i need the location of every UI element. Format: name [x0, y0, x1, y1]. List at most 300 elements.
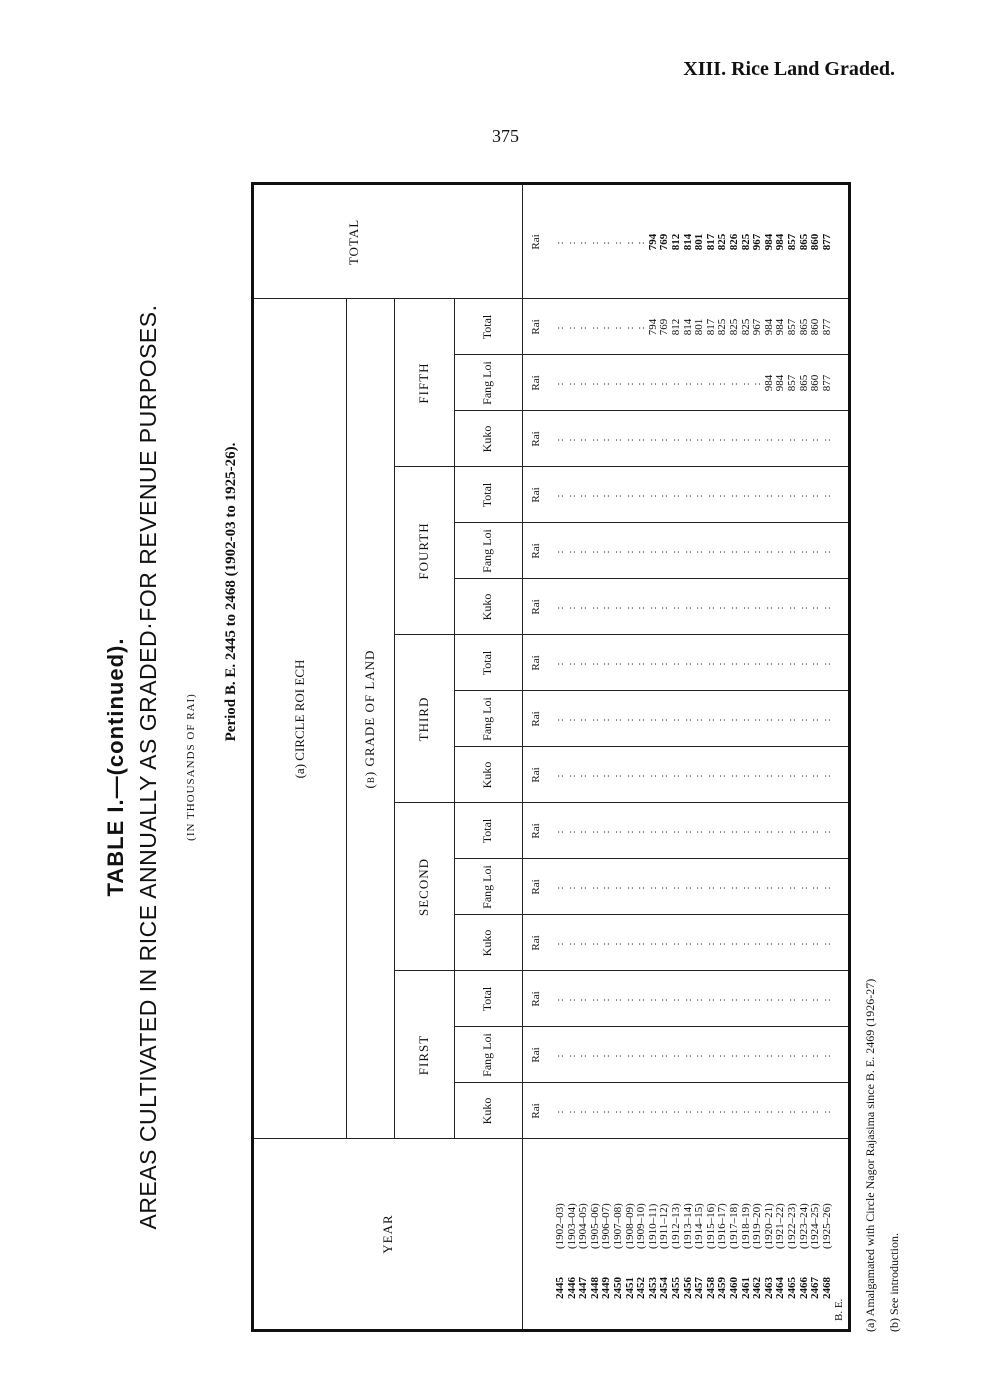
empty-cell-dots: : — [577, 772, 590, 778]
year-be: 2467 — [809, 1277, 822, 1299]
empty-cell-dots: : — [762, 996, 775, 1002]
empty-cell-dots: : — [693, 604, 706, 610]
unit-label: Rai — [530, 319, 542, 335]
empty-cell-dots: : — [820, 996, 833, 1002]
grand-total-value: 984 — [774, 233, 787, 251]
empty-cell-dots: : — [565, 716, 578, 722]
year-ad: (1903–04) — [565, 1203, 578, 1249]
empty-cell-dots: : — [670, 660, 682, 666]
empty-cell-dots: : — [635, 324, 648, 330]
empty-cell-dots: : — [809, 436, 822, 442]
empty-cell-dots: : — [588, 828, 601, 834]
empty-cell-dots: : — [751, 436, 764, 442]
grand-total-value: 825 — [739, 233, 752, 251]
empty-cell-dots: : — [623, 996, 636, 1002]
year-be: 2455 — [670, 1277, 682, 1299]
empty-cell-dots: : — [797, 604, 810, 610]
empty-cell-dots: : — [751, 604, 764, 610]
empty-cell-dots: : — [577, 996, 590, 1002]
empty-cell-dots: : — [820, 940, 833, 946]
empty-cell-dots: : — [681, 436, 694, 442]
unit-label: Rai — [530, 991, 542, 1007]
empty-cell-dots: : — [739, 548, 752, 554]
fifth-fang-loi-value: 877 — [820, 374, 833, 392]
year-ad: (1920–21) — [762, 1203, 775, 1249]
fifth-total-value: 877 — [820, 318, 833, 336]
empty-cell-dots: : — [646, 492, 659, 498]
empty-cell-dots: : — [577, 716, 590, 722]
total-header: TOTAL — [345, 218, 361, 266]
unit-label: Rai — [530, 1103, 542, 1119]
empty-cell-dots: : — [554, 1052, 566, 1058]
fifth-total-value: 801 — [693, 318, 706, 336]
empty-cell-dots: : — [809, 884, 822, 890]
subcol-header: Kuko — [480, 593, 495, 621]
subcol-header: Fang Loi — [480, 361, 495, 405]
empty-cell-dots: : — [774, 604, 787, 610]
subcol-header: Kuko — [480, 1097, 495, 1125]
empty-cell-dots: : — [728, 660, 740, 666]
empty-cell-dots: : — [704, 660, 717, 666]
empty-cell-dots: : — [739, 940, 752, 946]
empty-cell-dots: : — [635, 940, 648, 946]
empty-cell-dots: : — [739, 1108, 752, 1114]
empty-cell-dots: : — [670, 1052, 682, 1058]
empty-cell-dots: : — [588, 492, 601, 498]
empty-cell-dots: : — [623, 828, 636, 834]
year-be: 2460 — [728, 1277, 740, 1299]
empty-cell-dots: : — [588, 436, 601, 442]
empty-cell-dots: : — [670, 716, 682, 722]
empty-cell-dots: : — [635, 604, 648, 610]
fifth-total-value: 865 — [797, 318, 810, 336]
empty-cell-dots: : — [739, 492, 752, 498]
empty-cell-dots: : — [646, 380, 659, 386]
fifth-fang-loi-value: 984 — [774, 374, 787, 392]
empty-cell-dots: : — [612, 1052, 624, 1058]
unit-label: Rai — [530, 375, 542, 391]
empty-cell-dots: : — [600, 716, 613, 722]
empty-cell-dots: : — [762, 828, 775, 834]
year-ad: (1916–17) — [716, 1203, 729, 1249]
subcol-header: Total — [480, 314, 495, 340]
year-ad: (1904–05) — [577, 1203, 590, 1249]
empty-cell-dots: : — [728, 940, 740, 946]
empty-cell-dots: : — [658, 884, 671, 890]
year-ad: (1922–23) — [786, 1203, 798, 1249]
empty-cell-dots: : — [704, 1052, 717, 1058]
empty-cell-dots: : — [588, 1052, 601, 1058]
page-number: 375 — [492, 126, 519, 146]
rotated-table-page — [85, 172, 935, 1362]
empty-cell-dots: : — [635, 660, 648, 666]
empty-cell-dots: : — [635, 884, 648, 890]
grand-total-value: 825 — [716, 233, 729, 251]
year-be: 2452 — [635, 1277, 648, 1299]
empty-cell-dots: : — [797, 1052, 810, 1058]
empty-cell-dots: : — [588, 660, 601, 666]
empty-cell-dots: : — [588, 884, 601, 890]
empty-cell-dots: : — [658, 1108, 671, 1114]
year-ad: (1911–12) — [658, 1203, 671, 1249]
unit-label: Rai — [530, 487, 542, 503]
empty-cell-dots: : — [612, 660, 624, 666]
grand-total-value: 826 — [728, 233, 740, 251]
empty-cell-dots: : — [681, 1052, 694, 1058]
empty-cell-dots: : — [612, 1108, 624, 1114]
empty-cell-dots: : — [588, 772, 601, 778]
empty-cell-dots: : — [739, 996, 752, 1002]
empty-cell-dots: : — [623, 940, 636, 946]
empty-cell-dots: : — [820, 884, 833, 890]
empty-cell-dots: : — [612, 940, 624, 946]
empty-cell-dots: : — [565, 436, 578, 442]
subcol-header: Kuko — [480, 929, 495, 957]
empty-cell-dots: : — [809, 492, 822, 498]
empty-cell-dots: : — [820, 716, 833, 722]
unit-label: Rai — [530, 1047, 542, 1063]
fifth-total-value: 967 — [751, 318, 764, 336]
empty-cell-dots: : — [762, 1108, 775, 1114]
empty-cell-dots: : — [623, 660, 636, 666]
unit-label: Rai — [530, 823, 542, 839]
empty-cell-dots: : — [635, 1052, 648, 1058]
empty-cell-dots: : — [635, 239, 648, 245]
empty-cell-dots: : — [786, 492, 798, 498]
empty-cell-dots: : — [774, 884, 787, 890]
empty-cell-dots: : — [623, 1108, 636, 1114]
empty-cell-dots: : — [577, 548, 590, 554]
empty-cell-dots: : — [681, 884, 694, 890]
empty-cell-dots: : — [751, 492, 764, 498]
empty-cell-dots: : — [577, 828, 590, 834]
empty-cell-dots: : — [693, 548, 706, 554]
empty-cell-dots: : — [704, 716, 717, 722]
year-ad: (1912–13) — [670, 1203, 682, 1249]
empty-cell-dots: : — [704, 884, 717, 890]
subcol-header: Fang Loi — [480, 1033, 495, 1077]
empty-cell-dots: : — [670, 1108, 682, 1114]
year-ad: (1905–06) — [588, 1203, 601, 1249]
empty-cell-dots: : — [681, 772, 694, 778]
empty-cell-dots: : — [577, 940, 590, 946]
empty-cell-dots: : — [681, 492, 694, 498]
empty-cell-dots: : — [786, 1052, 798, 1058]
year-ad: (1907–08) — [612, 1203, 624, 1249]
grand-total-value: 967 — [751, 233, 764, 251]
table-period: Period B. E. 2445 to 2468 (1902-03 to 1925-26). — [223, 442, 239, 742]
empty-cell-dots: : — [716, 548, 729, 554]
header-bottom-line — [522, 185, 523, 1329]
empty-cell-dots: : — [786, 1108, 798, 1114]
empty-cell-dots: : — [646, 940, 659, 946]
empty-cell-dots: : — [704, 380, 717, 386]
empty-cell-dots: : — [704, 996, 717, 1002]
year-be: 2457 — [693, 1277, 706, 1299]
be-label: B. E. — [832, 1298, 845, 1321]
empty-cell-dots: : — [670, 436, 682, 442]
empty-cell-dots: : — [600, 996, 613, 1002]
empty-cell-dots: : — [820, 604, 833, 610]
empty-cell-dots: : — [658, 604, 671, 610]
grand-total-value: 877 — [820, 233, 833, 251]
empty-cell-dots: : — [739, 604, 752, 610]
empty-cell-dots: : — [588, 239, 601, 245]
empty-cell-dots: : — [681, 660, 694, 666]
empty-cell-dots: : — [646, 548, 659, 554]
empty-cell-dots: : — [600, 828, 613, 834]
empty-cell-dots: : — [809, 940, 822, 946]
empty-cell-dots: : — [797, 940, 810, 946]
empty-cell-dots: : — [693, 1052, 706, 1058]
empty-cell-dots: : — [670, 380, 682, 386]
unit-label: Rai — [530, 431, 542, 447]
empty-cell-dots: : — [623, 492, 636, 498]
empty-cell-dots: : — [762, 1052, 775, 1058]
year-be: 2464 — [774, 1277, 787, 1299]
empty-cell-dots: : — [554, 324, 566, 330]
empty-cell-dots: : — [577, 324, 590, 330]
empty-cell-dots: : — [797, 1108, 810, 1114]
empty-cell-dots: : — [577, 380, 590, 386]
year-ad: (1917–18) — [728, 1203, 740, 1249]
empty-cell-dots: : — [635, 772, 648, 778]
year-be: 2465 — [786, 1277, 798, 1299]
empty-cell-dots: : — [565, 239, 578, 245]
empty-cell-dots: : — [670, 492, 682, 498]
empty-cell-dots: : — [612, 996, 624, 1002]
fifth-total-value: 825 — [716, 318, 729, 336]
empty-cell-dots: : — [693, 884, 706, 890]
fifth-total-value: 984 — [762, 318, 775, 336]
empty-cell-dots: : — [565, 1108, 578, 1114]
empty-cell-dots: : — [797, 772, 810, 778]
empty-cell-dots: : — [600, 1052, 613, 1058]
empty-cell-dots: : — [693, 996, 706, 1002]
empty-cell-dots: : — [728, 1108, 740, 1114]
empty-cell-dots: : — [658, 716, 671, 722]
empty-cell-dots: : — [716, 604, 729, 610]
empty-cell-dots: : — [751, 380, 764, 386]
year-ad: (1925–26) — [820, 1203, 833, 1249]
year-ad: (1909–10) — [635, 1203, 648, 1249]
subcol-header: Fang Loi — [480, 529, 495, 573]
empty-cell-dots: : — [728, 548, 740, 554]
empty-cell-dots: : — [646, 1052, 659, 1058]
empty-cell-dots: : — [554, 940, 566, 946]
year-be: 2453 — [646, 1277, 659, 1299]
empty-cell-dots: : — [704, 604, 717, 610]
empty-cell-dots: : — [739, 660, 752, 666]
empty-cell-dots: : — [728, 604, 740, 610]
subcol-header: Total — [480, 482, 495, 508]
empty-cell-dots: : — [658, 436, 671, 442]
empty-cell-dots: : — [693, 772, 706, 778]
empty-cell-dots: : — [612, 380, 624, 386]
empty-cell-dots: : — [612, 716, 624, 722]
empty-cell-dots: : — [565, 380, 578, 386]
empty-cell-dots: : — [809, 1108, 822, 1114]
fifth-total-value: 860 — [809, 318, 822, 336]
empty-cell-dots: : — [762, 884, 775, 890]
empty-cell-dots: : — [565, 828, 578, 834]
empty-cell-dots: : — [577, 1052, 590, 1058]
fifth-total-value: 817 — [704, 318, 717, 336]
empty-cell-dots: : — [774, 548, 787, 554]
empty-cell-dots: : — [670, 884, 682, 890]
grade-header-0: FIRST — [415, 1034, 431, 1076]
unit-label: Rai — [530, 234, 542, 250]
empty-cell-dots: : — [612, 324, 624, 330]
empty-cell-dots: : — [658, 828, 671, 834]
empty-cell-dots: : — [623, 436, 636, 442]
fifth-fang-loi-value: 865 — [797, 374, 810, 392]
grade-of-land-label: (b) GRADE OF LAND — [361, 649, 377, 789]
empty-cell-dots: : — [809, 772, 822, 778]
empty-cell-dots: : — [577, 604, 590, 610]
footnote-a: (a) Amalgamated with Circle Nagor Rajasima since B. E. 2469 (1926-27) — [863, 978, 877, 1332]
empty-cell-dots: : — [693, 492, 706, 498]
unit-label: Rai — [530, 711, 542, 727]
empty-cell-dots: : — [739, 828, 752, 834]
empty-cell-dots: : — [739, 772, 752, 778]
grade-header-3: FOURTH — [415, 522, 431, 580]
empty-cell-dots: : — [786, 436, 798, 442]
empty-cell-dots: : — [588, 380, 601, 386]
empty-cell-dots: : — [797, 996, 810, 1002]
grand-total-value: 801 — [693, 233, 706, 251]
footnote-b: (b) See introduction. — [887, 1233, 901, 1332]
empty-cell-dots: : — [623, 772, 636, 778]
empty-cell-dots: : — [554, 548, 566, 554]
year-ad: (1921–22) — [774, 1203, 787, 1249]
fifth-total-value: 825 — [739, 318, 752, 336]
empty-cell-dots: : — [577, 884, 590, 890]
empty-cell-dots: : — [797, 660, 810, 666]
empty-cell-dots: : — [623, 380, 636, 386]
empty-cell-dots: : — [716, 660, 729, 666]
empty-cell-dots: : — [635, 828, 648, 834]
empty-cell-dots: : — [797, 548, 810, 554]
unit-label: Rai — [530, 543, 542, 559]
empty-cell-dots: : — [820, 436, 833, 442]
empty-cell-dots: : — [716, 1052, 729, 1058]
empty-cell-dots: : — [797, 884, 810, 890]
year-ad: (1924–25) — [809, 1203, 822, 1249]
year-ad: (1918–19) — [739, 1203, 752, 1249]
unit-label: Rai — [530, 767, 542, 783]
empty-cell-dots: : — [809, 996, 822, 1002]
empty-cell-dots: : — [658, 772, 671, 778]
empty-cell-dots: : — [646, 1108, 659, 1114]
empty-cell-dots: : — [704, 548, 717, 554]
empty-cell-dots: : — [658, 660, 671, 666]
grand-total-value: 860 — [809, 233, 822, 251]
empty-cell-dots: : — [646, 828, 659, 834]
empty-cell-dots: : — [716, 380, 729, 386]
empty-cell-dots: : — [588, 940, 601, 946]
empty-cell-dots: : — [681, 548, 694, 554]
year-be: 2448 — [588, 1277, 601, 1299]
empty-cell-dots: : — [681, 604, 694, 610]
empty-cell-dots: : — [786, 996, 798, 1002]
empty-cell-dots: : — [751, 828, 764, 834]
empty-cell-dots: : — [600, 492, 613, 498]
empty-cell-dots: : — [820, 1108, 833, 1114]
empty-cell-dots: : — [681, 996, 694, 1002]
year-ad: (1906–07) — [600, 1203, 613, 1249]
empty-cell-dots: : — [623, 604, 636, 610]
empty-cell-dots: : — [762, 436, 775, 442]
grand-total-value: 865 — [797, 233, 810, 251]
empty-cell-dots: : — [809, 828, 822, 834]
empty-cell-dots: : — [600, 660, 613, 666]
empty-cell-dots: : — [554, 996, 566, 1002]
subcol-header: Total — [480, 650, 495, 676]
empty-cell-dots: : — [565, 884, 578, 890]
circle-label: (a) CIRCLE ROI ECH — [291, 659, 307, 779]
year-ad: (1915–16) — [704, 1203, 717, 1249]
empty-cell-dots: : — [623, 239, 636, 245]
empty-cell-dots: : — [716, 884, 729, 890]
empty-cell-dots: : — [728, 828, 740, 834]
empty-cell-dots: : — [646, 436, 659, 442]
empty-cell-dots: : — [809, 1052, 822, 1058]
empty-cell-dots: : — [716, 996, 729, 1002]
fifth-total-value: 769 — [658, 318, 671, 336]
empty-cell-dots: : — [658, 940, 671, 946]
empty-cell-dots: : — [600, 324, 613, 330]
empty-cell-dots: : — [786, 772, 798, 778]
empty-cell-dots: : — [577, 239, 590, 245]
empty-cell-dots: : — [728, 772, 740, 778]
empty-cell-dots: : — [751, 548, 764, 554]
empty-cell-dots: : — [670, 996, 682, 1002]
empty-cell-dots: : — [728, 996, 740, 1002]
empty-cell-dots: : — [658, 1052, 671, 1058]
empty-cell-dots: : — [728, 716, 740, 722]
year-be: 2458 — [704, 1277, 717, 1299]
empty-cell-dots: : — [739, 436, 752, 442]
empty-cell-dots: : — [693, 436, 706, 442]
empty-cell-dots: : — [762, 772, 775, 778]
empty-cell-dots: : — [565, 1052, 578, 1058]
empty-cell-dots: : — [612, 884, 624, 890]
empty-cell-dots: : — [646, 604, 659, 610]
empty-cell-dots: : — [704, 828, 717, 834]
empty-cell-dots: : — [600, 772, 613, 778]
empty-cell-dots: : — [554, 380, 566, 386]
fifth-total-value: 794 — [646, 318, 659, 336]
year-be: 2450 — [612, 1277, 624, 1299]
empty-cell-dots: : — [554, 604, 566, 610]
empty-cell-dots: : — [658, 492, 671, 498]
empty-cell-dots: : — [670, 828, 682, 834]
empty-cell-dots: : — [658, 996, 671, 1002]
empty-cell-dots: : — [681, 716, 694, 722]
empty-cell-dots: : — [623, 716, 636, 722]
year-be: 2456 — [681, 1277, 694, 1299]
empty-cell-dots: : — [612, 604, 624, 610]
empty-cell-dots: : — [751, 660, 764, 666]
empty-cell-dots: : — [670, 604, 682, 610]
grand-total-value: 812 — [670, 233, 682, 251]
empty-cell-dots: : — [809, 716, 822, 722]
empty-cell-dots: : — [554, 772, 566, 778]
grand-total-value: 814 — [681, 233, 694, 251]
empty-cell-dots: : — [588, 1108, 601, 1114]
empty-cell-dots: : — [565, 492, 578, 498]
